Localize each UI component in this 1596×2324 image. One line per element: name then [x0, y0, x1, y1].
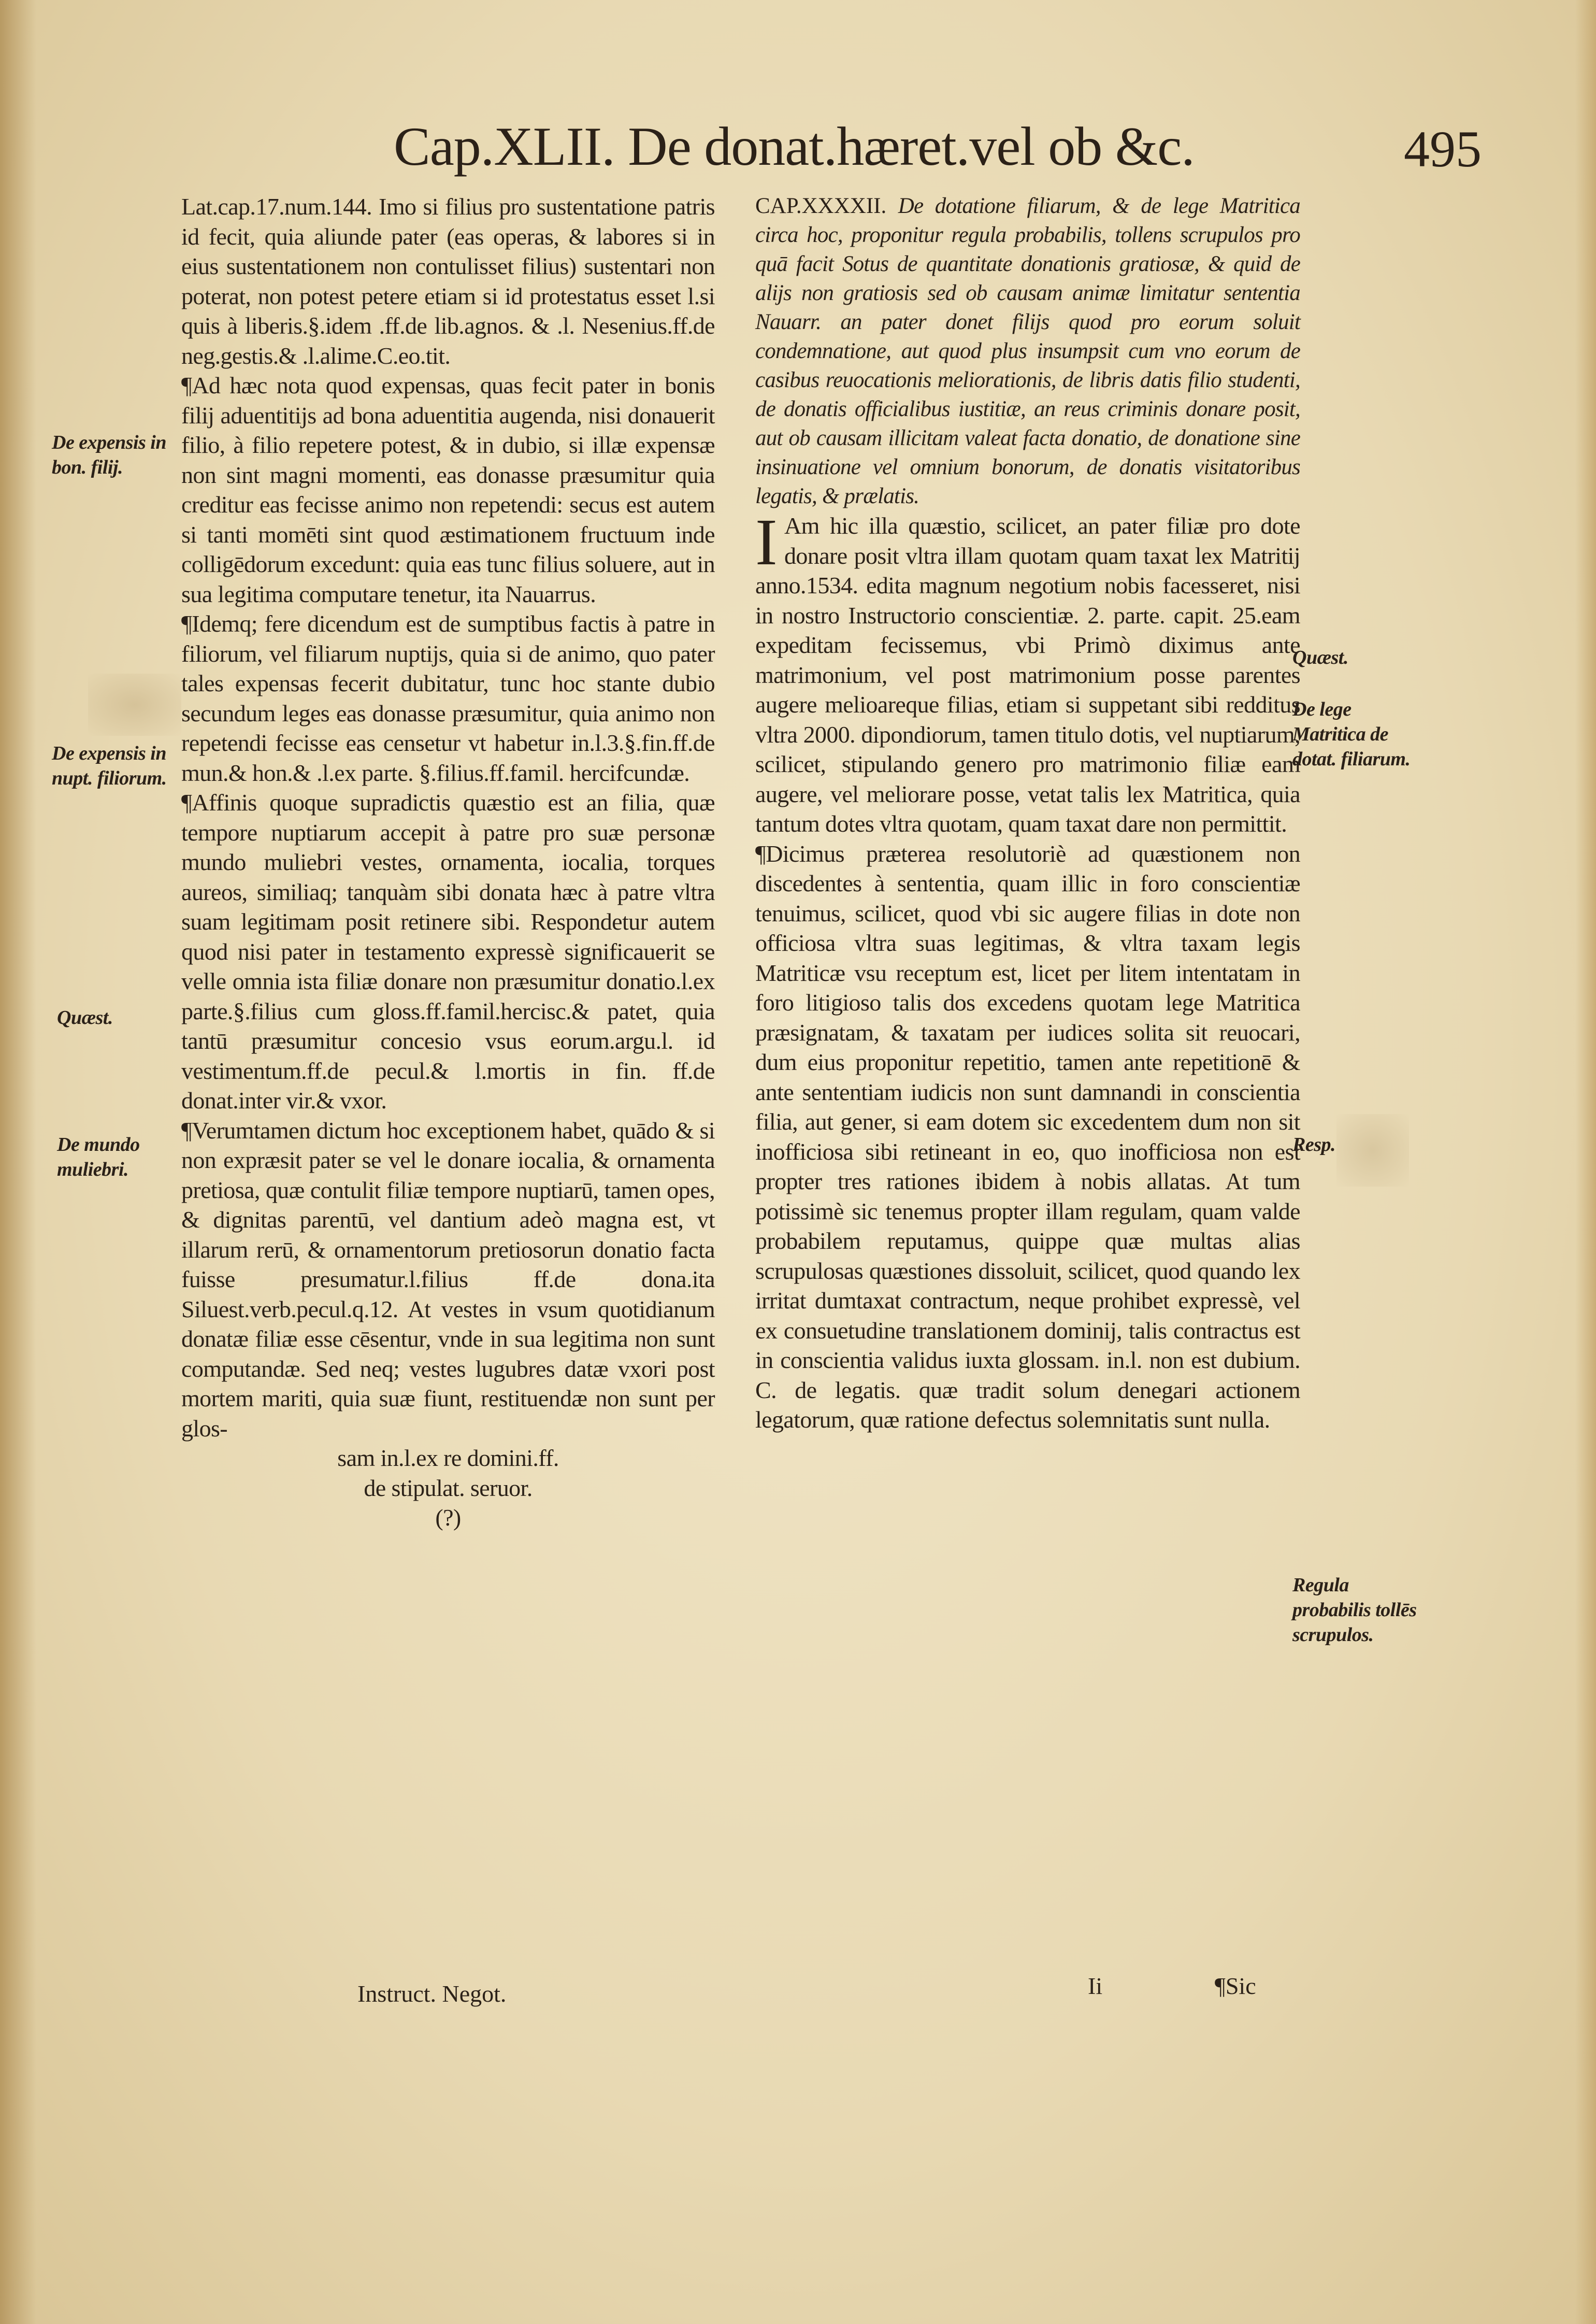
running-title: Cap.XLII. De donat.hæret.vel ob &c. [394, 116, 1195, 177]
chapter-number: CAP.XXXXII. [755, 194, 887, 218]
summary-text: De dotatione filiarum, & de lege Matritica circa hoc, proponitur regula probabilis, tollens scrupulos pro quā facit Sotus de quantitate donationis gratiosæ, & quid de alijs non gratiosis sed ob causam animæ limitatur sententia Nauarr. an pater donet filijs quod pro eorum soluit condemnatione, aut quod plus insumpsit cum vno eorum de casibus reuocationis meliorationis, de libris datis filio studenti, de donatis officialibus iustitiæ, an reus criminis donare posit, aut ob causam illicitam valeat facta donatio, de donatione sine insinuatione vel omnium bonorum, de donatis visitatoribus legatis, & prælatis. [755, 194, 1300, 508]
drop-initial: I [755, 505, 778, 579]
margin-note: Resp. [1292, 1134, 1335, 1156]
tail-line: de stipulat. seruor. [364, 1474, 533, 1501]
folio-number: 495 [1404, 120, 1482, 178]
paragraph: ¶Idemq; fere dicendum est de sumptibus factis à patre in filiorum, vel filiarum nuptijs, quia si de animo, quo pater tales expensas fecerit dubitatur, tunc hoc stante dubio secundum leges eas donasse præsumitur, quia animo non repetendi fecisse eas censetur vt habetur in.l.3.§.fin.ff.de mun.& hon.& .l.ex parte. §.filius.ff.famil. hercifcundæ. [181, 610, 715, 786]
margin-note: Regula probabilis tollēs scrupulos. [1292, 1574, 1417, 1646]
margin-note: Quæst. [57, 1007, 113, 1029]
paper-stain [88, 674, 181, 736]
paragraph: ¶Affinis quoque supradictis quæstio est an filia, quæ tempore nuptiarum accepit à patre pro suæ personæ mundo muliebri vestes, ornamenta, iocalia, torques aureos, similiaq; tanquàm sibi donata hæc à patre vltra suam legitimam posit retinere sibi. Respondetur autem quod nisi pater in testamento expressè significauerit se velle omnia ista filiæ donare non præsumitur donatio.l.ex parte.§.filius cum gloss.ff.famil.hercisc.& patet, quia tantū præsumitur concesio vsus eorum.argu.l. id vestimentum.ff.de pecul.& l.mortis in fin. ff.de donat.inter vir.& vxor. [181, 789, 715, 1114]
margin-note: De lege Matritica de dotat. filiarum. [1292, 698, 1411, 770]
page-edge-shadow-left [0, 0, 36, 2324]
tail-line: sam in.l.ex re domini.ff. [337, 1445, 559, 1471]
paragraph: ¶Ad hæc nota quod expensas, quas fecit pater in bonis filij aduentitijs ad bona aduentitia augenda, nisi donauerit filio, à filio repetere potest, & in dubio, si illæ expensæ non sint magni momenti, eas donasse præsumitur quia creditur eas fecisse animo non repetendi: secus est autem si tanti momēti sint quod æstimationem fructuum inde colligēdorum excedunt: quia eas tunc filius soluere, aut in sua legitima computare tenetur, ita Nauarrus. [181, 372, 715, 607]
paragraph: ¶Verumtamen dictum hoc exceptionem habet, quādo & si non expræsit pater se vel le donare iocalia, & ornamenta pretiosa, quæ contulit filiæ tempore nuptiarū, tamen opes, & dignitas parentū, vel dantium adeò magna est, vt illarum rerū, & ornamentorum pretiosorun donatio facta fuisse presumatur.l.filius ff.de dona.ita Siluest.verb.pecul.q.12. At vestes in vsum quotidianum donatæ filiæ esse cēsentur, vnde in sua legitima non sunt computandæ. Sed neq; vestes lugubres datæ vxori post mortem mariti, quia suæ fiunt, restituendæ non sunt per glos- [181, 1117, 715, 1442]
catchword: ¶Sic [1215, 1973, 1256, 1999]
catchword: Instruct. Negot. [357, 1980, 507, 2007]
paragraph-text: Am hic illa quæstio, scilicet, an pater filiæ pro dote donare posit vltra illam quotam quam taxat lex Matritij anno.1534. edita magnum negotium nobis facesseret, nisi in nostro Instructorio conscientiæ. 2. parte. capit. 25.eam expeditam fecissemus, vbi Primò diximus ante matrimonium, vel post matrimonium posse parentes augere melioareque filias, etiam si suppetant sibi redditus vltra 2000. dipondiorum, tamen titulo dotis, vel nuptiarum, scilicet, stipulando genero pro matrimonio filiæ eam augere, vel meliorare posse, vetat talis lex Matritica, quia tantum dotes vltra quotam, quam taxat dare non permittit. [755, 512, 1300, 837]
chapter-summary [755, 192, 1300, 511]
paragraph: ¶Dicimus præterea resolutoriè ad quæstionem non discedentes à sententia, quam illic in foro conscientiæ tenuimus, scilicet, quod vbi sic augere filias in dote non officiosa vltra suas legitimas, & vltra taxam legis Matriticæ vsu receptum est, licet per litem intentatam in foro litigioso talis dos excedens quotam lege Matritica præsignatam, & taxatam per iudices solita sit reuocari, dum eius proponitur repetitio, tamen ante repetitionē & ante sententiam iudicis non sunt damnandi in conscientia filia, aut gener, si eam dotem sic excedentem dum non sit inofficiosa sibi retineant in eo, quo inofficiosa non est propter tres rationes ibidem à nobis allatas. At tum potissimè sic tenemus propter illam regulam, quam valde probabilem reputamus, quippe quæ multas alias scrupulosas quæstiones dissoluit, scilicet, quod quando lex irritat dumtaxat contractum, neque prohibet expressè, vel ex consuetudine translationem dominij, talis contractus est in conscientia validus iuxta glossam. in.l. non est dubium. C. de legatis. quæ tradit solum denegari actionem legatorum, quæ ratione defectus solemnitatis sunt nulla. [755, 840, 1300, 1433]
margin-note: De expensis in nupt. filiorum. [52, 743, 167, 789]
paragraph: Lat.cap.17.num.144. Imo si filius pro sustentatione patris id fecit, quia aliunde pater (eas operas, & labores si in eius sustentationem non contulisset filius) sustentari non poterat, non potest petere etiam si id protestatus esset l.si quis à liberis.§.idem .ff.de lib.agnos. & .l. Nesenius.ff.de neg.gestis.& .l.alime.C.eo.tit. [181, 193, 715, 369]
tail-line: (?) [435, 1504, 461, 1531]
margin-note: Quæst. [1292, 647, 1348, 668]
signature-mark: Ii [1088, 1973, 1103, 1999]
page-edge-shadow-right [1575, 0, 1596, 2324]
right-text-column [755, 192, 1300, 1435]
margin-note: De expensis in bon. filij. [52, 432, 166, 478]
paragraph [755, 505, 1300, 839]
left-text-column [181, 192, 715, 1533]
margin-note: De mundo muliebri. [57, 1134, 140, 1180]
page-header [394, 109, 1482, 187]
